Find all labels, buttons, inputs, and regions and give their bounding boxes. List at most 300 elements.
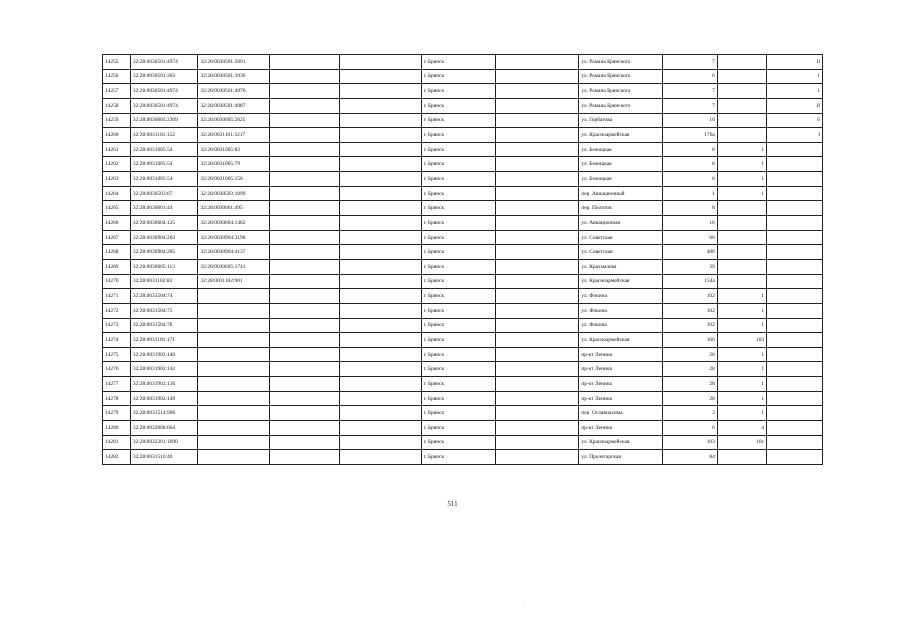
empty-cell — [340, 157, 422, 172]
row-number-cell: 14276 — [103, 362, 131, 377]
row-number-cell: 14265 — [103, 201, 131, 216]
table-row — [103, 289, 823, 304]
table-row — [103, 216, 823, 231]
cadastral-number-cell: 32:28:0031005:54 — [130, 157, 198, 172]
empty-cell — [495, 157, 579, 172]
empty-cell — [495, 362, 579, 377]
apartment-cell: 1 — [717, 186, 766, 201]
empty-cell — [495, 421, 579, 436]
empty-cell — [340, 421, 422, 436]
last-column-cell — [767, 274, 823, 289]
apartment-cell: 4 — [717, 421, 766, 436]
street-cell: ул. Фокина — [579, 318, 663, 333]
empty-cell — [495, 128, 579, 143]
street-cell: ул. Красноармейская — [579, 333, 663, 348]
premises-cadastral-cell: 32:28:0030501:4976 — [198, 84, 270, 99]
table-row — [103, 406, 823, 421]
street-cell: пр-кт Ленина — [579, 362, 663, 377]
apartment-cell: 1 — [717, 172, 766, 187]
premises-cadastral-cell: 32:28:0030501:3036 — [198, 69, 270, 84]
last-column-cell — [767, 421, 823, 436]
empty-cell — [340, 274, 422, 289]
empty-cell — [270, 245, 340, 260]
premises-cadastral-cell — [198, 362, 270, 377]
empty-cell — [270, 172, 340, 187]
last-column-cell: Il — [767, 55, 823, 70]
table-row — [103, 347, 823, 362]
apartment-cell — [717, 230, 766, 245]
table-row — [103, 318, 823, 333]
row-number-cell: 14262 — [103, 157, 131, 172]
premises-cadastral-cell: 32:28:0030904:4137 — [198, 245, 270, 260]
empty-cell — [340, 245, 422, 260]
street-cell: ул. Горбатова — [579, 113, 663, 128]
premises-cadastral-cell — [198, 347, 270, 362]
empty-cell — [340, 216, 422, 231]
premises-cadastral-cell: 32:28:0030605:1741 — [198, 259, 270, 274]
city-cell: г. Брянск — [421, 172, 495, 187]
empty-cell — [340, 259, 422, 274]
city-cell: г. Брянск — [421, 421, 495, 436]
cadastral-number-cell: 32:28:0031504:74 — [130, 289, 198, 304]
empty-cell — [270, 406, 340, 421]
apartment-cell: 18с — [717, 435, 766, 450]
city-cell: г. Брянск — [421, 347, 495, 362]
street-cell: пр-кт Ленина — [579, 421, 663, 436]
empty-cell — [270, 98, 340, 113]
city-cell: г. Брянск — [421, 128, 495, 143]
empty-cell — [270, 421, 340, 436]
city-cell: г. Брянск — [421, 157, 495, 172]
city-cell: г. Брянск — [421, 333, 495, 348]
last-column-cell: 1 — [767, 84, 823, 99]
street-cell: ул. Фокина — [579, 303, 663, 318]
table-row — [103, 274, 823, 289]
street-cell: ул. Советская — [579, 230, 663, 245]
row-number-cell: 14266 — [103, 216, 131, 231]
street-cell: пр-кт Ленина — [579, 347, 663, 362]
house-number-cell: 7 — [663, 84, 718, 99]
premises-cadastral-cell — [198, 406, 270, 421]
premises-cadastral-cell — [198, 289, 270, 304]
house-number-cell: 102 — [663, 318, 718, 333]
empty-cell — [270, 201, 340, 216]
last-column-cell — [767, 142, 823, 157]
last-column-cell — [767, 391, 823, 406]
apartment-cell — [717, 113, 766, 128]
empty-cell — [495, 245, 579, 260]
row-number-cell: 14273 — [103, 318, 131, 333]
empty-cell — [340, 84, 422, 99]
cadastral-number-cell: 32:28:0031902:140 — [130, 347, 198, 362]
register-rows — [103, 55, 823, 465]
apartment-cell: 1 — [717, 406, 766, 421]
table-row — [103, 55, 823, 70]
empty-cell — [270, 142, 340, 157]
cadastral-number-cell: 32:28:0030501:4974 — [130, 98, 198, 113]
row-number-cell: 14279 — [103, 406, 131, 421]
empty-cell — [270, 347, 340, 362]
table-row — [103, 157, 823, 172]
empty-cell — [495, 377, 579, 392]
table-row — [103, 113, 823, 128]
cadastral-number-cell: 32:28:0030503:67 — [130, 186, 198, 201]
empty-cell — [270, 377, 340, 392]
premises-cadastral-cell — [198, 303, 270, 318]
street-cell: ул. Красноармейская — [579, 435, 663, 450]
last-column-cell — [767, 172, 823, 187]
street-cell: ул. Романа Брянского — [579, 55, 663, 70]
table-row — [103, 435, 823, 450]
city-cell: г. Брянск — [421, 98, 495, 113]
row-number-cell: 14270 — [103, 274, 131, 289]
row-number-cell: 14272 — [103, 303, 131, 318]
apartment-cell — [717, 128, 766, 143]
cadastral-number-cell: 32:28:0030501:303 — [130, 69, 198, 84]
street-cell: ул. Романа Брянского — [579, 84, 663, 99]
empty-cell — [495, 230, 579, 245]
apartment-cell: 1 — [717, 377, 766, 392]
empty-cell — [270, 157, 340, 172]
empty-cell — [270, 84, 340, 99]
city-cell: г. Брянск — [421, 142, 495, 157]
premises-cadastral-cell: 32:28:0030605:2625 — [198, 113, 270, 128]
empty-cell — [340, 377, 422, 392]
empty-cell — [495, 186, 579, 201]
empty-cell — [270, 303, 340, 318]
apartment-cell — [717, 69, 766, 84]
last-column-cell: 1 — [767, 69, 823, 84]
empty-cell — [495, 333, 579, 348]
street-cell: ул. Бежицкая — [579, 172, 663, 187]
last-column-cell — [767, 377, 823, 392]
empty-cell — [340, 128, 422, 143]
empty-cell — [340, 289, 422, 304]
city-cell: г. Брянск — [421, 435, 495, 450]
row-number-cell: 14261 — [103, 142, 131, 157]
street-cell: ул. Фокина — [579, 289, 663, 304]
table-row — [103, 362, 823, 377]
street-cell: ул. Романа Брянского — [579, 69, 663, 84]
table-row — [103, 230, 823, 245]
apartment-cell — [717, 98, 766, 113]
premises-cadastral-cell: 32:28:0030904:3196 — [198, 230, 270, 245]
house-number-cell: 28 — [663, 347, 718, 362]
house-number-cell: 103 — [663, 435, 718, 450]
empty-cell — [270, 55, 340, 70]
row-number-cell: 14278 — [103, 391, 131, 406]
street-cell: пр-кт Ленина — [579, 391, 663, 406]
house-number-cell: 102 — [663, 303, 718, 318]
apartment-cell — [717, 274, 766, 289]
street-cell: ул. Красноармейская — [579, 128, 663, 143]
row-number-cell: 14259 — [103, 113, 131, 128]
empty-cell — [340, 55, 422, 70]
house-number-cell: 8 — [663, 157, 718, 172]
empty-cell — [270, 274, 340, 289]
last-column-cell: II — [767, 98, 823, 113]
premises-cadastral-cell — [198, 421, 270, 436]
premises-cadastral-cell: 32:28:0031005:82 — [198, 142, 270, 157]
house-number-cell: 8 — [663, 142, 718, 157]
street-cell: пер. Авиационный — [579, 186, 663, 201]
empty-cell — [270, 362, 340, 377]
apartment-cell — [717, 259, 766, 274]
row-number-cell: 14280 — [103, 421, 131, 436]
table-row — [103, 186, 823, 201]
city-cell: г. Брянск — [421, 230, 495, 245]
last-column-cell — [767, 259, 823, 274]
empty-cell — [340, 172, 422, 187]
row-number-cell: 14269 — [103, 259, 131, 274]
premises-cadastral-cell: 32:28:0030501:4987 — [198, 98, 270, 113]
house-number-cell: 16 — [663, 216, 718, 231]
premises-cadastral-cell: 32:28:0031102:901 — [198, 274, 270, 289]
table-row — [103, 333, 823, 348]
last-column-cell — [767, 362, 823, 377]
table-row — [103, 69, 823, 84]
table-row — [103, 245, 823, 260]
empty-cell — [340, 230, 422, 245]
apartment-cell — [717, 450, 766, 465]
street-cell: ул. Авиационная — [579, 216, 663, 231]
row-number-cell: 14264 — [103, 186, 131, 201]
street-cell: ул. Бежицкая — [579, 142, 663, 157]
empty-cell — [270, 186, 340, 201]
last-column-cell — [767, 333, 823, 348]
house-number-cell: 170а — [663, 128, 718, 143]
empty-cell — [495, 289, 579, 304]
city-cell: г. Брянск — [421, 303, 495, 318]
row-number-cell: 14258 — [103, 98, 131, 113]
row-number-cell: 14275 — [103, 347, 131, 362]
empty-cell — [340, 435, 422, 450]
empty-cell — [495, 201, 579, 216]
empty-cell — [495, 216, 579, 231]
row-number-cell: 14268 — [103, 245, 131, 260]
empty-cell — [270, 333, 340, 348]
cadastral-number-cell: 32:28:0032008:664 — [130, 421, 198, 436]
cadastral-number-cell: 32:28:0030904:263 — [130, 230, 198, 245]
house-number-cell: 66 — [663, 230, 718, 245]
street-cell: пр-кт Ленина — [579, 377, 663, 392]
street-cell: ул. Советская — [579, 245, 663, 260]
empty-cell — [270, 128, 340, 143]
street-cell: ул. Романа Брянского — [579, 98, 663, 113]
row-number-cell: 14255 — [103, 55, 131, 70]
cadastral-number-cell: 32:28:0031102:83 — [130, 274, 198, 289]
city-cell: г. Брянск — [421, 216, 495, 231]
city-cell: г. Брянск — [421, 186, 495, 201]
empty-cell — [495, 259, 579, 274]
cadastral-number-cell: 32:28:0032201:1890 — [130, 435, 198, 450]
premises-cadastral-cell — [198, 318, 270, 333]
cadastral-number-cell: 32:28:0031902:149 — [130, 391, 198, 406]
last-column-cell — [767, 216, 823, 231]
table-row — [103, 259, 823, 274]
footer-mark: . — [524, 603, 526, 608]
city-cell: г. Брянск — [421, 201, 495, 216]
premises-cadastral-cell: 32:28:0031005:79 — [198, 157, 270, 172]
apartment-cell: 1 — [717, 362, 766, 377]
cadastral-number-cell: 32:28:0030501:4974 — [130, 55, 198, 70]
city-cell: г. Брянск — [421, 406, 495, 421]
table-row — [103, 303, 823, 318]
last-column-cell — [767, 406, 823, 421]
street-cell: ул. Красноармейская — [579, 274, 663, 289]
row-number-cell: 14271 — [103, 289, 131, 304]
row-number-cell: 14267 — [103, 230, 131, 245]
last-column-cell: 6 — [767, 113, 823, 128]
empty-cell — [340, 347, 422, 362]
row-number-cell: 14274 — [103, 333, 131, 348]
empty-cell — [340, 69, 422, 84]
apartment-cell — [717, 201, 766, 216]
empty-cell — [495, 391, 579, 406]
city-cell: г. Брянск — [421, 113, 495, 128]
premises-cadastral-cell — [198, 377, 270, 392]
empty-cell — [495, 274, 579, 289]
last-column-cell — [767, 245, 823, 260]
empty-cell — [270, 318, 340, 333]
empty-cell — [340, 201, 422, 216]
apartment-cell: 1 — [717, 318, 766, 333]
house-number-cell: 7 — [663, 55, 718, 70]
empty-cell — [495, 318, 579, 333]
empty-cell — [270, 391, 340, 406]
empty-cell — [495, 84, 579, 99]
empty-cell — [340, 333, 422, 348]
empty-cell — [340, 303, 422, 318]
city-cell: г. Брянск — [421, 274, 495, 289]
city-cell: г. Брянск — [421, 450, 495, 465]
cadastral-number-cell: 32:28:0030904:285 — [130, 245, 198, 260]
premises-cadastral-cell: 32:28:0030501:5001 — [198, 55, 270, 70]
empty-cell — [495, 450, 579, 465]
empty-cell — [495, 98, 579, 113]
house-number-cell: 28 — [663, 362, 718, 377]
cadastral-number-cell: 32:28:0030605:113 — [130, 259, 198, 274]
empty-cell — [340, 186, 422, 201]
empty-cell — [495, 406, 579, 421]
city-cell: г. Брянск — [421, 318, 495, 333]
cadastral-number-cell: 32:28:0031510:40 — [130, 450, 198, 465]
empty-cell — [495, 172, 579, 187]
house-number-cell: 8 — [663, 201, 718, 216]
table-row — [103, 391, 823, 406]
cadastral-number-cell: 32:28:0031005:54 — [130, 172, 198, 187]
empty-cell — [340, 406, 422, 421]
last-column-cell — [767, 289, 823, 304]
empty-cell — [270, 230, 340, 245]
empty-cell — [340, 450, 422, 465]
apartment-cell: 1 — [717, 289, 766, 304]
premises-cadastral-cell — [198, 450, 270, 465]
premises-cadastral-cell — [198, 435, 270, 450]
last-column-cell — [767, 186, 823, 201]
empty-cell — [495, 303, 579, 318]
premises-cadastral-cell: 32:28:0030503:1099 — [198, 186, 270, 201]
street-cell: ул. Бежицкая — [579, 157, 663, 172]
empty-cell — [270, 216, 340, 231]
city-cell: г. Брянск — [421, 84, 495, 99]
empty-cell — [270, 113, 340, 128]
house-number-cell: 160 — [663, 333, 718, 348]
row-number-cell: 14256 — [103, 69, 131, 84]
apartment-cell — [717, 216, 766, 231]
last-column-cell — [767, 303, 823, 318]
cadastral-number-cell: 32:28:0030604:125 — [130, 216, 198, 231]
last-column-cell — [767, 201, 823, 216]
empty-cell — [340, 391, 422, 406]
cadastral-number-cell: 32:28:0030501:4974 — [130, 84, 198, 99]
cadastral-number-cell: 32:28:0031005:54 — [130, 142, 198, 157]
table-row — [103, 98, 823, 113]
premises-cadastral-cell: 32:28:0031005:156 — [198, 172, 270, 187]
empty-cell — [495, 142, 579, 157]
city-cell: г. Брянск — [421, 289, 495, 304]
row-number-cell: 14260 — [103, 128, 131, 143]
table-row — [103, 421, 823, 436]
empty-cell — [270, 259, 340, 274]
last-column-cell: I — [767, 128, 823, 143]
row-number-cell: 14257 — [103, 84, 131, 99]
table-row — [103, 201, 823, 216]
house-number-cell: 154а — [663, 274, 718, 289]
house-number-cell: 28 — [663, 377, 718, 392]
cadastral-number-cell: 32:28:0031504:78 — [130, 318, 198, 333]
empty-cell — [340, 113, 422, 128]
premises-cadastral-cell: 32:28:0030604:1482 — [198, 216, 270, 231]
city-cell: г. Брянск — [421, 362, 495, 377]
table-row — [103, 377, 823, 392]
city-cell: г. Брянск — [421, 245, 495, 260]
premises-cadastral-cell: 32:28:0030601:495 — [198, 201, 270, 216]
last-column-cell — [767, 157, 823, 172]
apartment-cell: 1 — [717, 347, 766, 362]
empty-cell — [270, 450, 340, 465]
premises-cadastral-cell — [198, 391, 270, 406]
cadastral-number-cell: 32:28:0031101:171 — [130, 333, 198, 348]
house-number-cell: 6 — [663, 421, 718, 436]
empty-cell — [340, 318, 422, 333]
premises-cadastral-cell — [198, 333, 270, 348]
house-number-cell: 7 — [663, 98, 718, 113]
empty-cell — [495, 435, 579, 450]
house-number-cell: 102 — [663, 289, 718, 304]
city-cell: г. Брянск — [421, 69, 495, 84]
premises-cadastral-cell: 32:28:0031101:3217 — [198, 128, 270, 143]
city-cell: г. Брянск — [421, 259, 495, 274]
last-column-cell — [767, 435, 823, 450]
city-cell: г. Брянск — [421, 377, 495, 392]
last-column-cell — [767, 347, 823, 362]
street-cell: ул. Крахмалева — [579, 259, 663, 274]
cadastral-number-cell: 32:28:0031101:152 — [130, 128, 198, 143]
cadastral-number-cell: 32:28:0031902:136 — [130, 377, 198, 392]
apartment-cell — [717, 55, 766, 70]
house-number-cell: 84 — [663, 450, 718, 465]
house-number-cell: 10 — [663, 113, 718, 128]
cadastral-number-cell: 32:28:0030605:2309 — [130, 113, 198, 128]
house-number-cell: 48б — [663, 245, 718, 260]
table-row — [103, 142, 823, 157]
apartment-cell — [717, 84, 766, 99]
house-number-cell: 6 — [663, 69, 718, 84]
empty-cell — [495, 55, 579, 70]
apartment-cell: 1 — [717, 142, 766, 157]
row-number-cell: 14282 — [103, 450, 131, 465]
